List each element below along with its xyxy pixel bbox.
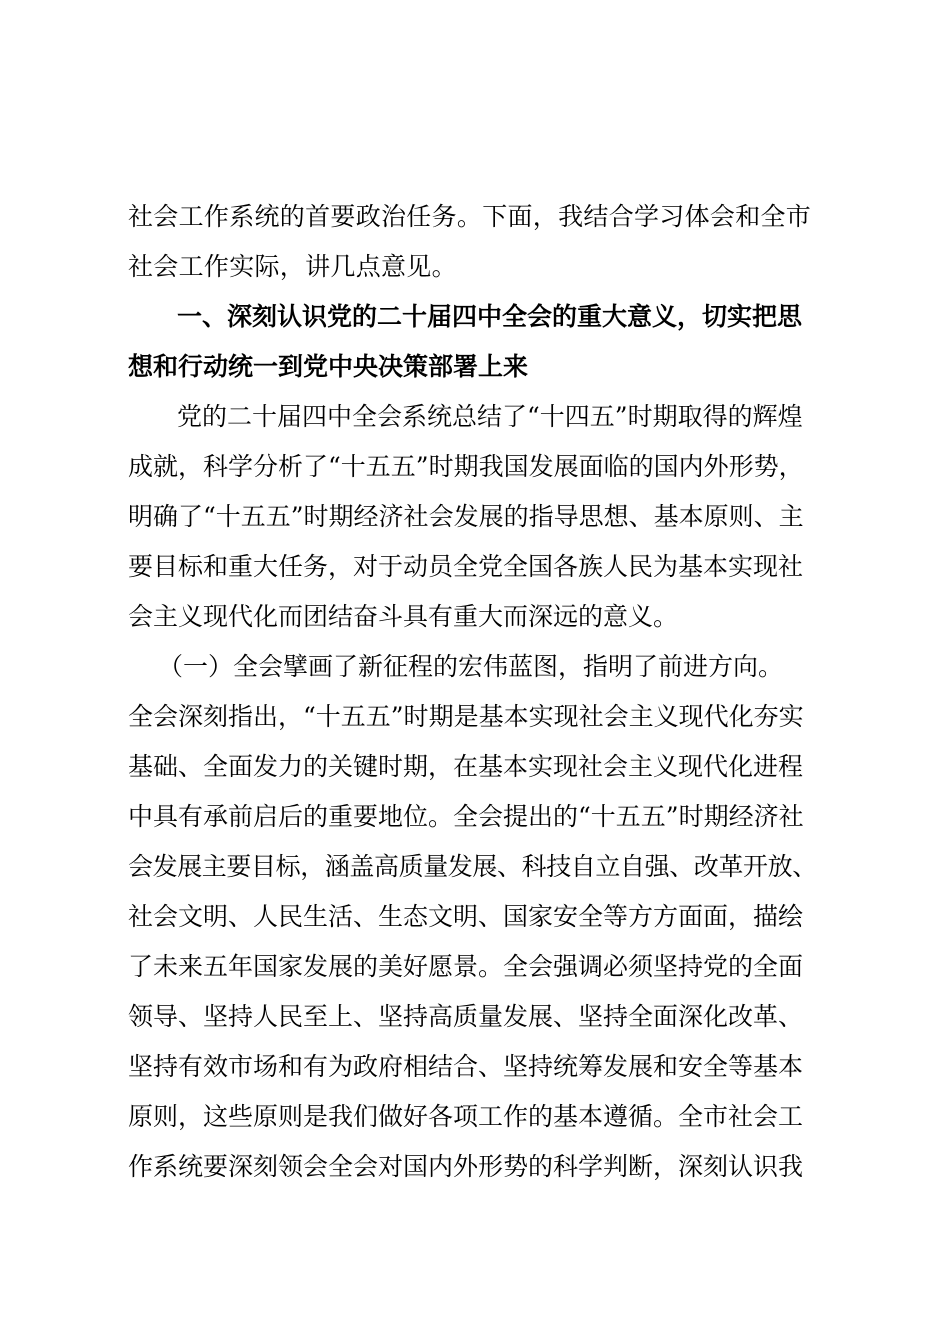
paragraph-line: 社会工作系统的首要政治任务。下面，我结合学习体会和全市 [128,202,812,231]
paragraph-line: 要目标和重大任务，对于动员全党全国各族人民为基本实现社 [128,552,804,581]
paragraph-line: 社会工作实际，讲几点意见。 [128,252,457,281]
paragraph-line: 中具有承前启后的重要地位。全会提出的“十五五”时期经济社 [128,802,804,831]
paragraph-line: 原则，这些原则是我们做好各项工作的基本遵循。全市社会工 [128,1102,804,1131]
document-body [128,192,840,1192]
paragraph-line: 成就，科学分析了“十五五”时期我国发展面临的国内外形势， [128,452,804,481]
section-heading-line: 想和行动统一到党中央决策部署上来 [128,352,529,381]
paragraph-line: 明确了“十五五”时期经济社会发展的指导思想、基本原则、主 [128,502,804,531]
paragraph-line: 基础、全面发力的关键时期，在基本实现社会主义现代化进程 [128,752,804,781]
paragraph-line: 全会深刻指出，“十五五”时期是基本实现社会主义现代化夯实 [128,702,804,731]
paragraph-line: 了未来五年国家发展的美好愿景。全会强调必须坚持党的全面 [128,952,804,981]
paragraph-line: 会主义现代化而团结奋斗具有重大而深远的意义。 [128,602,679,631]
subsection-heading-line: （一）全会擘画了新征程的宏伟蓝图，指明了前进方向。 [158,652,784,681]
paragraph-line: 会发展主要目标，涵盖高质量发展、科技自立自强、改革开放、 [128,852,817,881]
paragraph-line: 社会文明、人民生活、生态文明、国家安全等方方面面，描绘 [128,902,804,931]
section-heading-line: 一、深刻认识党的二十届四中全会的重大意义，切实把思 [177,302,803,331]
paragraph-line: 坚持有效市场和有为政府相结合、坚持统筹发展和安全等基本 [128,1052,804,1081]
paragraph-line: 作系统要深刻领会全会对国内外形势的科学判断，深刻认识我 [128,1152,804,1181]
paragraph-line: 党的二十届四中全会系统总结了“十四五”时期取得的辉煌 [177,402,803,431]
paragraph-line: 领导、坚持人民至上、坚持高质量发展、坚持全面深化改革、 [128,1002,804,1031]
